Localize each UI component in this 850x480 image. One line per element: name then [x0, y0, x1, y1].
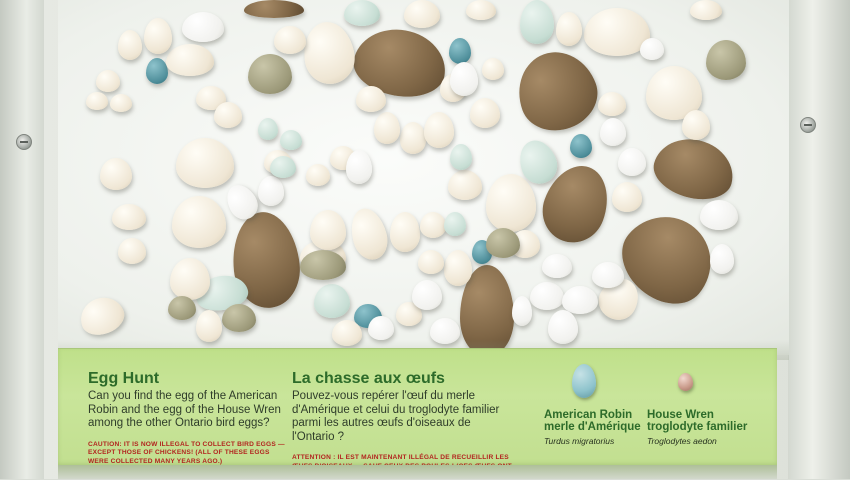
robin-name-en: American Robin [544, 409, 633, 421]
egg [118, 30, 142, 60]
french-caution: ATTENTION : IL EST MAINTENANT ILLÉGAL DE RECUEILLIR LES [292, 454, 509, 461]
egg [172, 196, 226, 248]
egg [682, 110, 710, 140]
french-title: La chasse aux œufs [292, 370, 445, 387]
english-body: Can you find the egg of the American Robin and the egg of the House Wren among the other Ontario bird eggs? [88, 390, 281, 429]
egg [420, 212, 446, 238]
french-column [292, 370, 512, 480]
egg [706, 40, 746, 80]
egg [449, 38, 471, 64]
egg [690, 0, 722, 20]
egg [424, 112, 454, 148]
egg [306, 164, 330, 186]
egg [96, 70, 120, 92]
egg [556, 12, 582, 46]
egg [248, 54, 292, 94]
egg [570, 134, 592, 158]
info-label-panel [58, 348, 777, 466]
case-frame-right [788, 0, 850, 479]
egg [592, 262, 624, 288]
egg [450, 144, 472, 170]
egg [144, 18, 172, 54]
egg [404, 0, 440, 28]
egg [562, 286, 598, 314]
egg [374, 112, 400, 144]
egg [368, 316, 394, 340]
egg [470, 98, 500, 128]
egg [100, 158, 132, 190]
egg [486, 174, 536, 232]
species-wren [647, 409, 747, 446]
egg [170, 258, 210, 300]
egg [196, 310, 222, 342]
egg [640, 38, 664, 60]
egg [482, 58, 504, 80]
egg [542, 254, 572, 278]
english-title: Egg Hunt [88, 370, 160, 387]
wren-name-en: House Wren [647, 409, 714, 421]
american-robin-egg-sample [572, 364, 596, 398]
robin-name-fr: merle d'Amérique [544, 421, 641, 433]
egg [166, 44, 214, 76]
species-robin [544, 409, 641, 446]
wren-latin-name: Troglodytes aedon [647, 436, 717, 446]
egg [270, 156, 296, 178]
egg [400, 122, 426, 154]
egg [258, 118, 278, 140]
egg [412, 280, 442, 310]
egg [310, 210, 346, 250]
egg [356, 86, 386, 112]
english-caution: CAUTION: IT IS NOW ILLEGAL TO COLLECT BIRD EGGS — EXCEPT THOSE OF CHICKENS! (ALL OF THESE EGGS WERE COLLECTED MANY YEARS AGO.) [88, 440, 285, 465]
egg [146, 58, 168, 84]
egg [274, 26, 306, 54]
robin-latin-name: Turdus migratorius [544, 436, 615, 446]
egg [444, 250, 472, 286]
egg [110, 94, 132, 112]
egg [346, 150, 372, 184]
egg [300, 250, 346, 280]
egg [598, 92, 626, 116]
egg [530, 282, 564, 310]
egg [600, 118, 626, 146]
egg [168, 296, 196, 320]
egg [118, 238, 146, 264]
panel-ledge [58, 465, 777, 479]
egg [512, 296, 532, 326]
house-wren-egg-sample [678, 373, 693, 391]
egg [214, 102, 242, 128]
egg [520, 0, 554, 44]
wren-name-fr: troglodyte familier [647, 421, 748, 433]
egg [466, 0, 496, 20]
egg [444, 212, 466, 236]
egg [112, 204, 146, 230]
egg [700, 200, 738, 230]
egg [448, 170, 482, 200]
egg [222, 304, 256, 332]
egg [450, 62, 478, 96]
egg [182, 12, 224, 42]
egg [612, 182, 642, 212]
egg [618, 148, 646, 176]
english-column [88, 370, 288, 466]
screw-icon [16, 134, 32, 150]
egg [548, 310, 578, 344]
egg [280, 130, 302, 150]
egg [258, 176, 284, 206]
egg [86, 92, 108, 110]
egg [344, 0, 380, 26]
screw-icon [800, 117, 816, 133]
french-body: Pouvez-vous repérer l'œuf du merle d'Amérique et celui du troglodyte familier parmi les autres œufs d'oiseaux de l'Ontario ? [292, 390, 500, 443]
egg [390, 212, 420, 252]
egg [710, 244, 734, 274]
case-frame-left [0, 0, 44, 479]
egg [314, 284, 350, 318]
egg [418, 250, 444, 274]
egg [176, 138, 234, 188]
egg [244, 0, 304, 18]
egg [486, 228, 520, 258]
